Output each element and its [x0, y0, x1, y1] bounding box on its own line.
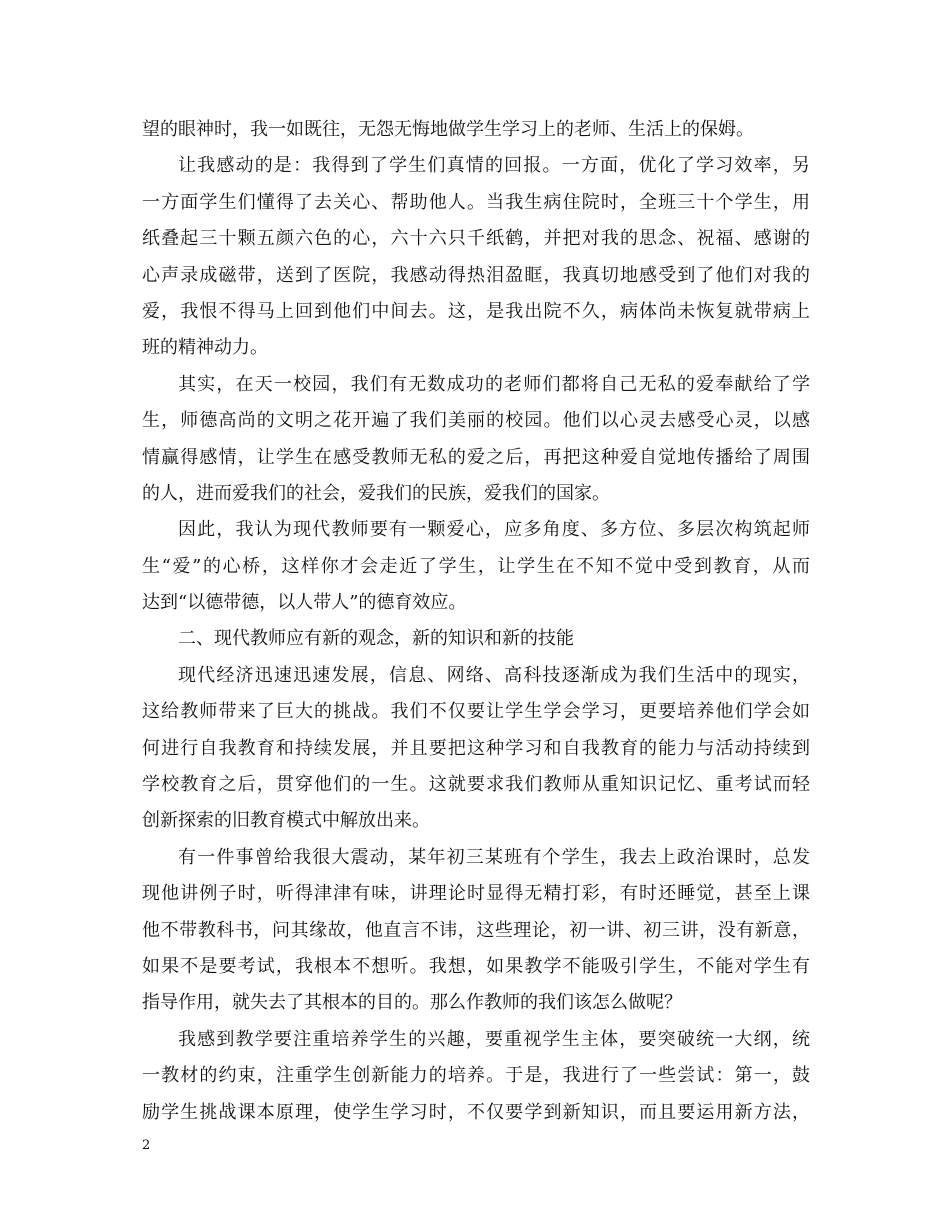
- text-line: 有一件事曾给我很大震动，某年初三某班有个学生，我去上政治课时，总发: [178, 846, 810, 868]
- text-line: 情赢得感情，让学生在感受教师无私的爱之后，再把这种爱自觉地传播给了周围: [142, 446, 810, 468]
- text-line: 达到“以德带德，以人带人”的德育效应。: [142, 592, 467, 614]
- text-line: 他不带教科书，问其缘故，他直言不讳，这些理论，初一讲、初三讲，没有新意，: [142, 919, 810, 941]
- text-line: 现代经济迅速迅速发展，信息、网络、高科技逐渐成为我们生活中的现实，: [178, 664, 810, 686]
- text-line: 励学生挑战课本原理，使学生学习时，不仅要学到新知识，而且要运用新方法，: [142, 1101, 810, 1123]
- text-line: 学校教育之后，贯穿他们的一生。这就要求我们教师从重知识记忆、重考试而轻: [142, 774, 810, 796]
- text-line: 我感到教学要注重培养学生的兴趣，要重视学生主体，要突破统一大纲，统: [178, 1028, 810, 1050]
- text-line: 望的眼神时，我一如既往，无怨无悔地做学生学习上的老师、生活上的保姆。: [142, 119, 754, 140]
- text-line: 心声录成磁带，送到了医院，我感动得热泪盈眶，我真切地感受到了他们对我的: [142, 264, 810, 286]
- text-line: 的人，进而爱我们的社会，爱我们的民族，爱我们的国家。: [142, 482, 610, 504]
- page-body: [142, 112, 810, 1131]
- text-line: 爱，我恨不得马上回到他们中间去。这，是我出院不久，病体尚未恢复就带病上: [142, 300, 810, 322]
- section-heading: 二、现代教师应有新的观念，新的知识和新的技能: [178, 628, 574, 650]
- text-line: 因此，我认为现代教师要有一颗爱心，应多角度、多方位、多层次构筑起师: [178, 519, 810, 541]
- text-line: 创新探索的旧教育模式中解放出来。: [142, 810, 430, 832]
- text-line: 指导作用，就失去了其根本的目的。那么作教师的我们该怎么做呢？: [142, 992, 682, 1014]
- text-line: 生，师德高尚的文明之花开遍了我们美丽的校园。他们以心灵去感受心灵，以感: [142, 410, 810, 432]
- text-line: 让我感动的是：我得到了学生们真情的回报。一方面，优化了学习效率，另: [178, 155, 810, 177]
- text-line: 何进行自我教育和持续发展，并且要把这种学习和自我教育的能力与活动持续到: [142, 737, 810, 759]
- text-line: 这给教师带来了巨大的挑战。我们不仅要让学生学会学习，更要培养他们学会如: [142, 701, 810, 723]
- text-line: 一方面学生们懂得了去关心、帮助他人。当我生病住院时，全班三十个学生，用: [142, 191, 810, 213]
- text-line: 一教材的约束，注重学生创新能力的培养。于是，我进行了一些尝试：第一，鼓: [142, 1065, 810, 1087]
- text-line: 如果不是要考试，我根本不想听。我想，如果教学不能吸引学生，不能对学生有: [142, 955, 810, 977]
- text-line: 班的精神动力。: [142, 337, 268, 359]
- text-line: 其实，在天一校园，我们有无数成功的老师们都将自己无私的爱奉献给了学: [178, 373, 810, 395]
- text-line: 生“爱”的心桥，这样你才会走近了学生，让学生在不知不觉中受到教育，从而: [142, 555, 810, 577]
- text-line: 纸叠起三十颗五颜六色的心，六十六只千纸鹤，并把对我的思念、祝福、感谢的: [142, 228, 810, 250]
- page-number: 2: [142, 1138, 151, 1153]
- text-line: 现他讲例子时，听得津津有味，讲理论时显得无精打彩，有时还睡觉，甚至上课: [142, 883, 810, 905]
